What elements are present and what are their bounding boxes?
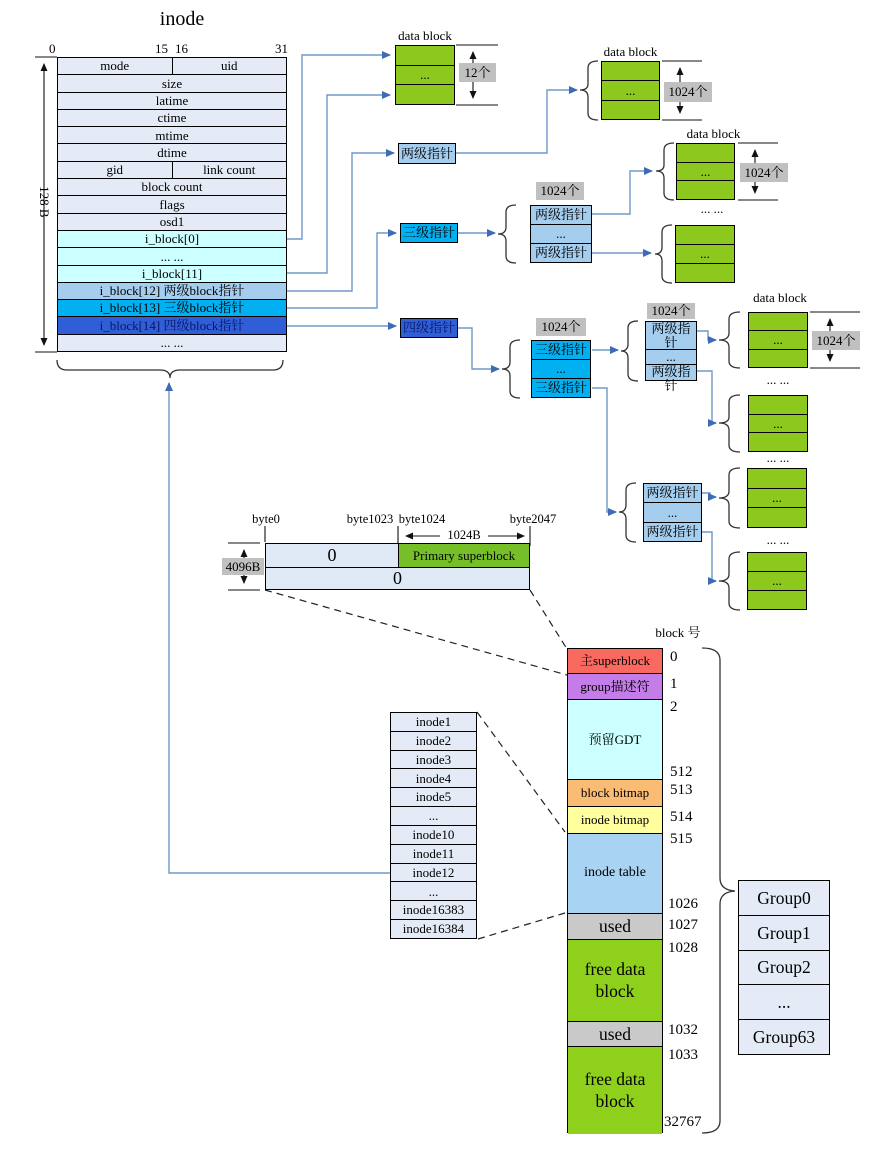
inode-field-latime: latime xyxy=(58,92,286,109)
block-number: 514 xyxy=(670,809,693,825)
datablockA-row xyxy=(749,349,807,367)
datablockA xyxy=(748,312,808,368)
inode-field-iblock0: i_block[0] xyxy=(58,230,286,247)
primary-superblock-cell: Primary superblock xyxy=(398,543,530,568)
connector-stack2-bottom-to-blockB xyxy=(697,371,716,423)
inode-size-label: 128 B xyxy=(36,186,52,218)
block-number: 1026 xyxy=(668,896,698,912)
two-level-pointer-box: 两级指针 xyxy=(398,143,456,164)
brace-datablock4 xyxy=(655,225,672,283)
count-1024-label: 1024个 xyxy=(536,318,586,336)
datablock3-row xyxy=(677,180,734,199)
datablockA-ellipsis: ... xyxy=(749,330,807,348)
bg-row-free1: free data block xyxy=(568,939,662,1021)
datablock2-row xyxy=(602,62,659,80)
group-list-item: Group0 xyxy=(757,887,811,908)
dash-superblock-bottom xyxy=(265,590,567,675)
connector-iblock12-to-two-level xyxy=(287,153,394,291)
block-number: 32767 xyxy=(664,1114,702,1130)
brace-datablock3 xyxy=(656,143,674,200)
datablock2-label: data block xyxy=(603,44,658,60)
datablockB-row xyxy=(749,396,807,414)
brace-blockC xyxy=(719,468,740,528)
more-blocks-ellipsis: ... ... xyxy=(700,200,724,216)
bit-label-16: 16 xyxy=(175,41,188,56)
connector-stack1-top-to-datablock xyxy=(592,171,652,214)
inode-list xyxy=(390,712,477,939)
datablock1-row xyxy=(396,46,454,65)
inode-field-gid: gid xyxy=(58,162,173,178)
group-list-item: Group1 xyxy=(739,915,829,950)
bg-row-inode-table: inode table xyxy=(568,833,662,913)
inode-list-item: inode16384 xyxy=(391,919,476,938)
inode-list-item: inode11 xyxy=(391,844,476,863)
count-1024-label: 1024个 xyxy=(740,163,788,182)
datablockC-row xyxy=(748,507,806,527)
connector-stack2b-bottom-to-blockD xyxy=(702,532,716,581)
superblock-zero-cell: 0 xyxy=(265,543,399,568)
datablockC xyxy=(747,468,807,528)
brace-blockD xyxy=(719,552,740,610)
inode-field-mtime: mtime xyxy=(58,126,286,143)
datablockC-row xyxy=(748,469,806,488)
inode-list-item: inode2 xyxy=(391,731,476,750)
bg-row-superblock: 主superblock xyxy=(568,649,662,673)
block-number: 513 xyxy=(670,782,693,798)
datablock1-label: data block xyxy=(398,28,452,44)
count-1024-label: 1024个 xyxy=(647,303,695,319)
inode-field-dtime: dtime xyxy=(58,143,286,160)
block-number: 1032 xyxy=(668,1022,698,1038)
inode-row-gid-linkcount xyxy=(58,161,286,178)
two-level-pointer-row: 两级指针 xyxy=(534,207,587,223)
inode-list-item: inode10 xyxy=(391,825,476,844)
two-level-pointer-row: 两级指针 xyxy=(646,364,696,392)
four-level-pointer-box: 四级指针 xyxy=(400,318,458,338)
superblock-zero-cell2: 0 xyxy=(265,567,530,590)
count-1024-label: 1024个 xyxy=(664,82,712,102)
connector-iblock13-to-three-level xyxy=(287,233,396,308)
datablock4-ellipsis: ... xyxy=(676,244,734,263)
count-1024-label: 1024个 xyxy=(812,331,860,350)
bg-row-used1: used xyxy=(568,913,662,939)
block-number-title: block 号 xyxy=(655,624,701,640)
bg-row-inode-bitmap: inode bitmap xyxy=(568,806,662,833)
stack-ellipsis: ... xyxy=(531,224,591,243)
stack-ellipsis: ... xyxy=(532,359,590,378)
inode-list-item: inode1 xyxy=(415,714,452,730)
inode-field-iblock14: i_block[14] 四级block指针 xyxy=(58,316,286,333)
brace-stack3 xyxy=(502,340,520,398)
datablock3-ellipsis: ... xyxy=(677,162,734,181)
connector-iblock0-to-datablock xyxy=(287,55,390,239)
inode-field-tail-ellipsis: ... ... xyxy=(58,334,286,351)
brace-stack1 xyxy=(498,205,516,263)
inode-field-linkcount: link count xyxy=(203,162,256,178)
two-level-stack2 xyxy=(645,321,697,393)
datablock3-row xyxy=(677,144,734,162)
inode-field-blockcount: block count xyxy=(58,178,286,195)
datablockC-ellipsis: ... xyxy=(748,488,806,508)
byte2047-label: byte2047 xyxy=(509,511,557,526)
brace-datablock2 xyxy=(580,61,598,120)
bit-label-31: 31 xyxy=(275,41,288,56)
stack-ellipsis: ... xyxy=(646,349,696,364)
inode-list-item: ... xyxy=(391,881,476,900)
inode-list-item: inode4 xyxy=(391,768,476,787)
brace-blockA xyxy=(719,312,740,368)
datablock4-row xyxy=(676,226,734,244)
inode-field-iblock13: i_block[13] 三级block指针 xyxy=(58,299,286,316)
block-number: 512 xyxy=(670,764,693,780)
inode-list-item: ... xyxy=(391,806,476,825)
two-level-stack2b xyxy=(643,483,702,542)
datablock2-row xyxy=(602,100,659,119)
bg-row-reserved-gdt: 预留GDT xyxy=(568,699,662,779)
datablockB xyxy=(748,395,808,452)
datablock2-ellipsis: ... xyxy=(602,80,659,99)
inode-field-iblock-ellipsis: ... ... xyxy=(58,247,286,264)
datablockA-row xyxy=(749,313,807,330)
bit-label-15: 15 xyxy=(155,41,168,56)
inode-row-mode-uid xyxy=(58,58,286,74)
count-12-label: 12个 xyxy=(459,63,496,82)
dash-inodelist-bottom xyxy=(478,913,565,939)
brace-blockB xyxy=(719,395,740,452)
more-blocks-ellipsis: ... ... xyxy=(766,371,790,387)
block-number: 1 xyxy=(670,676,678,692)
block-group-column xyxy=(567,648,663,1133)
inode-field-ctime: ctime xyxy=(58,109,286,126)
byte1024-label: byte1024 xyxy=(398,511,446,526)
more-blocks-ellipsis: ... ... xyxy=(766,449,790,465)
group-list-item: Group63 xyxy=(739,1019,829,1054)
bg-row-group-descriptor: group描述符 xyxy=(568,673,662,699)
bg-row-block-bitmap: block bitmap xyxy=(568,779,662,806)
three-level-pointer-row: 三级指针 xyxy=(532,378,590,397)
two-level-pointer-row: 两级指针 xyxy=(651,321,691,350)
block-number: 1027 xyxy=(668,917,698,933)
byte0-label: byte0 xyxy=(252,511,280,526)
datablock4-row xyxy=(676,263,734,282)
inode-field-size: size xyxy=(58,74,286,91)
three-level-stack xyxy=(531,340,591,398)
three-level-pointer-box: 三级指针 xyxy=(400,223,458,243)
datablock2 xyxy=(601,61,660,120)
datablockA-label: data block xyxy=(753,290,807,306)
more-blocks-ellipsis: ... ... xyxy=(766,531,790,547)
connector-stack3-bottom-to-stack2b xyxy=(592,388,616,512)
bg-row-free2: free data block xyxy=(568,1046,662,1134)
two-level-stack1 xyxy=(530,205,592,263)
datablock3 xyxy=(676,143,735,200)
connector-stack2-top-to-blockA xyxy=(697,331,716,340)
block-number: 515 xyxy=(670,831,693,847)
connector-two-level-to-datablock xyxy=(456,90,577,153)
brace-stack2 xyxy=(621,321,638,381)
brace-stack2b xyxy=(619,483,636,542)
inode-field-iblock12: i_block[12] 两级block指针 xyxy=(58,282,286,299)
superblock-width-label: 1024B xyxy=(442,529,486,543)
block-number: 0 xyxy=(670,649,678,665)
inode-list-item: inode5 xyxy=(391,787,476,806)
connector-four-level-to-stack xyxy=(458,328,499,369)
inode-field-flags: flags xyxy=(58,195,286,212)
datablock1-row xyxy=(396,84,454,104)
inode-list-item: inode12 xyxy=(391,863,476,882)
bg-row-used2: used xyxy=(568,1021,662,1046)
datablock3-label: data block xyxy=(686,126,741,142)
connector-stack2b-top-to-blockC xyxy=(702,493,716,497)
stack-ellipsis: ... xyxy=(644,502,701,521)
two-level-pointer-row: 两级指针 xyxy=(646,485,699,501)
group-list-item: Group2 xyxy=(739,950,829,985)
group-list-item: ... xyxy=(739,984,829,1019)
two-level-pointer-row: 两级指针 xyxy=(644,522,701,541)
byte1023-label: byte1023 xyxy=(346,511,394,526)
block-number: 2 xyxy=(670,699,678,715)
superblock-height-label: 4096B xyxy=(222,558,264,575)
datablockB-row xyxy=(749,432,807,451)
block-number: 1033 xyxy=(668,1047,698,1063)
count-1024-label: 1024个 xyxy=(536,182,584,200)
datablockD-row xyxy=(748,553,806,571)
block-number: 1028 xyxy=(668,940,698,956)
two-level-pointer-row: 两级指针 xyxy=(531,243,591,262)
inode-field-mode: mode xyxy=(58,58,173,74)
dash-inodelist-top xyxy=(477,712,565,832)
bit-label-0: 0 xyxy=(49,41,56,56)
connector-inode12-to-inode-struct xyxy=(169,383,390,873)
group-list xyxy=(738,880,830,1055)
datablock4 xyxy=(675,225,735,283)
datablock1 xyxy=(395,45,455,105)
inode-list-item: inode16383 xyxy=(391,900,476,919)
inode-struct-table xyxy=(57,57,287,352)
datablockB-ellipsis: ... xyxy=(749,414,807,433)
three-level-pointer-row: 三级指针 xyxy=(534,342,587,358)
inode-list-item: inode3 xyxy=(391,750,476,769)
inode-field-uid: uid xyxy=(220,58,238,74)
datablockD-row xyxy=(748,590,806,609)
datablockD xyxy=(747,552,807,610)
datablock1-ellipsis: ... xyxy=(396,65,454,85)
datablockD-ellipsis: ... xyxy=(748,571,806,590)
dash-superblock-top xyxy=(530,590,567,649)
inode-field-osd1: osd1 xyxy=(58,213,286,230)
inode-field-iblock11: i_block[11] xyxy=(58,265,286,282)
brace-under-inode-struct xyxy=(57,360,283,378)
inode-title: inode xyxy=(159,8,205,30)
